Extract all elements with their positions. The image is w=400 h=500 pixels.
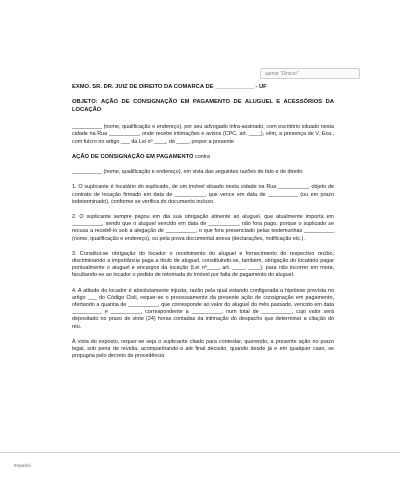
document-item-2: 2. O suplicante sempre pagou em dia sua obrigação atinente ao aluguel, que atualmente importa em __________, sendo que o aluguel vencido em data de __________, não fora pago, porque o suplicado se recusa a recebê-lo sob a alegação de __________, o que fora presenciado pelas testemunhas __________ (nome, qualificação e endereço), ou pela prova documental anexa (declarações, notificação etc.). xyxy=(72,214,334,242)
action-heading xyxy=(72,154,334,161)
status-bar xyxy=(0,452,400,500)
action-title: AÇÃO DE CONSIGNAÇÃO EM PAGAMENTO xyxy=(72,153,194,160)
document-object: OBJETO: AÇÃO DE CONSIGNAÇÃO EM PAGAMENTO DE ALUGUEL E ACESSÓRIOS DA LOCAÇÃO xyxy=(72,99,334,113)
document-intro: __________ (nome, qualificação e endereço), por seu advogado infra-assinado, com escritório situado nesta cidade na Rua __________, onde recebe intimações e avisos (CPC, art. ____), vêm, a presença de V. Exa., com fulcro no artigo ___ da Lei nº ____, de ____, propor a presente xyxy=(72,124,334,145)
document-closing: À vista do exposto, requer-se seja o suplicante citado para contestar, querendo, a presente ação no prazo legal, sob pena de revelia, acompanhando-a até final decisão, quando desde já e em qualquer caso, se propugna pelo decreto de procedência xyxy=(72,338,334,360)
document-item-4: 4. A atitude do locador é absolutamente injusta, razão pela qual estando configurada a hipótese prevista no artigo ___ do Código Civil, requer-se o processamento da presente ação de consignação em pagamento, ofertando a quantia de __________, que corresponde ao valor do aluguel do mês passado, vencido em data __________ e __________, correspondente a __________, num total de __________, cujo valor será depositado no prazo de vinte (24) horas contadas da intimação do despacho que determinar a citação do réu. xyxy=(72,287,334,330)
document-against: __________ (nome, qualificação e endereço), em vista das seguintes razões de fato e de direito: xyxy=(72,169,304,176)
status-language[interactable]: Español xyxy=(14,463,31,468)
document-body xyxy=(72,84,334,369)
status-divider xyxy=(0,452,400,453)
action-contra: contra xyxy=(193,153,211,160)
placeholder-input[interactable]: ajente “Dinicio” xyxy=(260,68,360,79)
document-title: EXMO. SR. DR. JUIZ DE DIREITO DA COMARCA DE ____________ - UF xyxy=(72,84,267,90)
document-item-3: 3. Constitui-se obrigação do locador o recebimento do aluguel e fornecimento do respectivo recibo, discriminando a importância paga a título de aluguel, constituindo-se, também, obrigação do locatário pagar pontualmente o aluguel e encargos da locação (Lei nº____, art. ____, ____), para não incorrer em mora, facultando-se ao locador o pedido de retomada do imóvel por falta de pagamento do aluguel. xyxy=(72,250,334,279)
document-item-1: 1. O suplicante é locatário do suplicado, de um imóvel situado nesta cidade na Rua __________, objeto de contrato de locação firmado em data de __________, que vence em data de __________ (ou em prazo indeterminado), conforme se verifica do documento incluso. xyxy=(72,184,334,205)
